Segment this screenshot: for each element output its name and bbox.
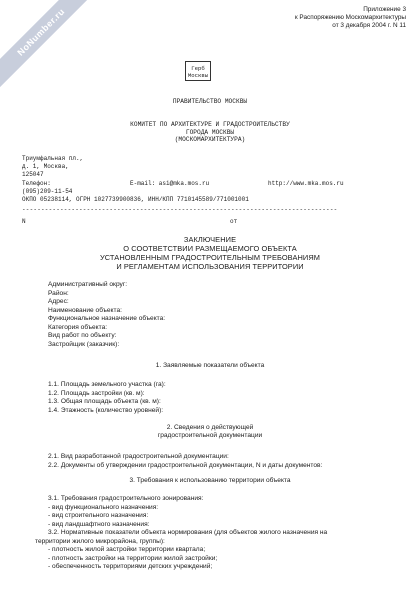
address-postcode: 125047 [22, 171, 44, 178]
section-2-item-2: 2.2. Документы об утверждении градостроительной документации, N и даты документов: [48, 461, 323, 469]
section-3-sub-2: - вид строительного назначения: [48, 512, 149, 519]
field-object-name: Наименование объекта: [48, 306, 122, 314]
address-line-1: Триумфальная пл., [22, 155, 84, 162]
emblem-line-1: Герб [191, 65, 205, 72]
address-line-2: д. 1, Москва, [22, 163, 69, 170]
appendix-line-2: к Распоряжению Москомархитектуры [294, 14, 406, 21]
government-heading: ПРАВИТЕЛЬСТВО МОСКВЫ [172, 98, 248, 105]
field-developer: Застройщик (заказчик): [48, 340, 120, 348]
committee-line-1: КОМИТЕТ ПО АРХИТЕКТУРЕ И ГРАДОСТРОИТЕЛЬСТВУ [130, 121, 290, 128]
section-3-item-1: 3.1. Требования градостроительного зонирования: [48, 495, 204, 502]
appendix-line-3: от 3 декабря 2004 г. N 11 [332, 22, 406, 29]
moscow-emblem-placeholder [185, 61, 211, 81]
field-category: Категория объекта: [48, 323, 108, 331]
document-title [0, 235, 420, 271]
section-2-title-line-1: 2. Сведения о действующей [166, 424, 254, 431]
appendix-header [295, 6, 406, 30]
registration-codes: ОКПО 05238114, ОГРН 1027739900836, ИНН/КПП 7710145589/771001001 [22, 196, 249, 203]
title-line-2: О СООТВЕТСТВИИ РАЗМЕЩАЕМОГО ОБЪЕКТА [123, 244, 297, 253]
title-line-4: И РЕГЛАМЕНТАМ ИСПОЛЬЗОВАНИЯ ТЕРРИТОРИИ [116, 262, 304, 271]
section-2-title-line-2: градостроительной документации [157, 432, 263, 440]
watermark-text: NoNumber.ru [15, 6, 67, 58]
section-3-sub-1: - вид функционального назначения: [48, 503, 159, 511]
section-1-item-1: 1.1. Площадь земельного участка (га): [48, 381, 166, 388]
watermark-ribbon [0, 0, 101, 92]
title-line-1: ЗАКЛЮЧЕНИЕ [183, 235, 237, 244]
field-functional-purpose: Функциональное назначение объекта: [48, 315, 166, 322]
field-work-type: Вид работ по объекту: [48, 332, 117, 339]
section-3-item-2-sub-1: - плотность жилой застройки территории квартала; [48, 546, 206, 553]
phone-label: Телефон: [22, 180, 51, 187]
title-line-3: УСТАНОВЛЕННЫМ ГРАДОСТРОИТЕЛЬНЫМ ТРЕБОВАНИЯМ [99, 253, 321, 262]
section-3-title: 3. Требования к использованию территории объекта [129, 477, 291, 484]
section-1-item-2: 1.2. Площадь застройки (кв. м): [48, 389, 145, 397]
number-label: N [22, 218, 26, 225]
date-label: от [230, 218, 238, 225]
website-text: http://www.mka.mos.ru [268, 180, 344, 187]
section-1-title: 1. Заявляемые показатели объекта [155, 362, 265, 369]
emblem-line-2: Москвы [187, 72, 209, 79]
section-3-item-2-line-1: 3.2. Нормативные показатели объекта нормирования (для объектов жилого назначения на [48, 529, 328, 536]
section-2-item-1: 2.1. Вид разработанной градостроительной документации: [48, 453, 229, 460]
section-1-item-4: 1.4. Этажность (количество уровней): [48, 406, 164, 414]
section-3-item-2-sub-3: - обеспеченность территориями детских учреждений; [48, 563, 213, 570]
committee-line-3: (МОСКОМАРХИТЕКТУРА) [174, 136, 246, 143]
separator-line: ----------------------------------------------------------------------------------- [22, 206, 338, 213]
committee-heading [0, 121, 420, 144]
section-3-item-2-sub-2: - плотность застройки на территории жилой застройки; [48, 554, 218, 562]
field-address: Адрес: [48, 298, 69, 305]
appendix-line-1: Приложение 3 [363, 6, 406, 13]
email-text: E-mail: asi@mka.mos.ru [130, 180, 210, 187]
section-3-item-2-line-2: территории жилого микрорайона, группы): [35, 537, 165, 545]
field-district: Административный округ: [48, 281, 128, 288]
committee-line-2: ГОРОДА МОСКВЫ [185, 128, 235, 136]
field-area: Район: [48, 289, 69, 297]
section-3-sub-3: - вид ландшафтного назначения: [48, 520, 150, 528]
section-1-item-3: 1.3. Общая площадь объекта (кв. м): [48, 398, 161, 405]
phone-number: (095)209-11-54 [22, 188, 73, 195]
section-2-title [0, 424, 420, 441]
